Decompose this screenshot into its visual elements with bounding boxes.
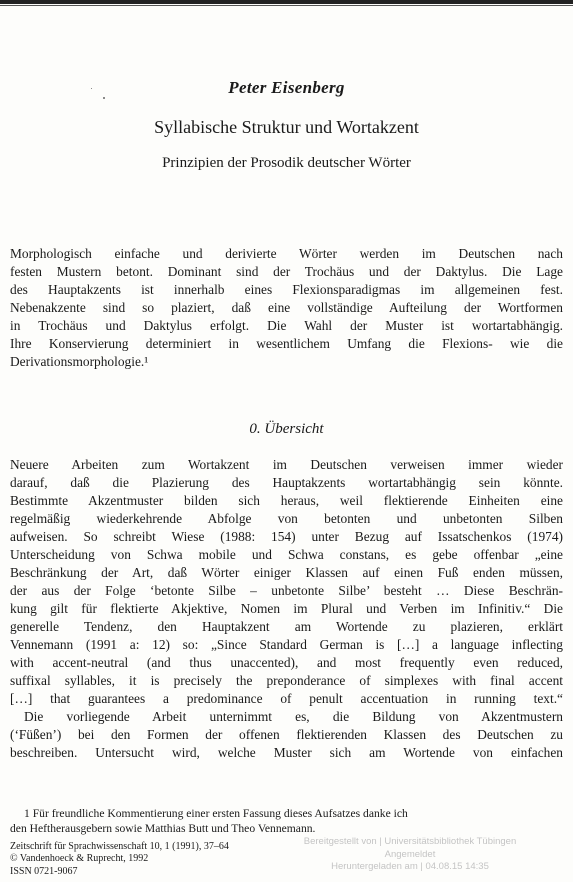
watermark-line: Angemeldet — [384, 848, 436, 860]
body-line: suffixal syllables, it is precisely the preponderance of simplexes with final accent — [10, 673, 563, 688]
abstract-line: Morphologisch einfache und derivierte Wörter werden im Deutschen nach — [10, 246, 563, 261]
body-line: Unterscheidung von Schwa mobile und Schwa constans, es gebe offenbar „eine — [10, 547, 563, 562]
body-line: […] that guarantees a predominance of penult accentuation in running text.“ — [10, 691, 563, 706]
imprint — [10, 841, 229, 878]
issn: ISSN 0721-9067 — [10, 865, 78, 877]
body-line: Neuere Arbeiten zum Wortakzent im Deutschen verweisen immer wieder — [10, 457, 563, 472]
body-line: Vennemann (1991 a: 12) so: „Since Standard German is […] a language inflecting — [10, 637, 563, 652]
body-line: generelle Tendenz, den Hauptakzent am Wortende zu plazieren, erklärt — [10, 619, 563, 634]
body-line: beschreiben. Untersucht wird, welche Muster sich am Wortende von einfachen — [10, 745, 563, 760]
body-line: der aus der Folge ‘betonte Silbe – unbetonte Silbe’ besteht … Diese Beschrän- — [10, 583, 563, 598]
body-line: Bestimmte Akzentmuster bilden sich heraus, weil flektierende Einheiten eine — [10, 493, 563, 508]
publisher-copyright: © Vandenhoeck & Ruprecht, 1992 — [10, 853, 149, 865]
body-line: kung gilt für flektierte Akjektive, Nomen im Plural und Verben im Infinitiv.“ Die — [10, 601, 563, 616]
abstract — [10, 245, 563, 371]
footnote — [10, 806, 563, 836]
body-line: regelmäßig wiederkehrende Abfolge von betonten und unbetonten Silben — [10, 511, 563, 526]
abstract-line: festen Mustern betont. Dominant sind der Trochäus und der Daktylus. Die Lage — [10, 264, 563, 279]
abstract-line: Nebenakzente sind so plaziert, daß eine vollständige Aufteilung der Wortformen — [10, 300, 563, 315]
abstract-line: Derivationsmorphologie.¹ — [10, 354, 149, 369]
section-heading: 0. Übersicht — [249, 421, 324, 437]
scan-top-edge — [0, 0, 573, 4]
abstract-line: Ihre Konservierung determiniert in wesentlichem Umfang die Flexions- wie die — [10, 336, 563, 351]
footnote-line: 1 Für freundliche Kommentierung einer ersten Fassung dieses Aufsatzes danke ich — [24, 807, 408, 820]
body-line: darauf, daß die Plazierung des Hauptakzents wortartabhängig sein könnte. — [10, 475, 563, 490]
footnote-line: den Heftherausgebern sowie Matthias Butt und Theo Vennemann. — [10, 822, 316, 835]
article-subtitle: Prinzipien der Prosodik deutscher Wörter — [162, 155, 411, 171]
body-line: (‘Füßen’) bei den Formen der offenen flektierenden Klassen des Deutschen zu — [10, 727, 563, 742]
body-line: aufweisen. So schreibt Wiese (1988: 154) unter Bezug auf Issatschenkos (1974) — [10, 529, 563, 544]
author-name: Peter Eisenberg — [228, 78, 345, 97]
body-line: Beschränkung der Art, daß Wörter einiger Klassen auf einen Fuß enden müssen, — [10, 565, 563, 580]
download-watermark — [300, 836, 520, 874]
scan-top-edge-line — [0, 5, 573, 6]
abstract-line: in Trochäus und Daktylus erfolgt. Die Wahl der Muster ist wortartabhängig. — [10, 318, 563, 333]
journal-citation: Zeitschrift für Sprachwissenschaft 10, 1 (1991), 37–64 — [10, 841, 229, 852]
abstract-line: des Hauptakzents ist innerhalb eines Flexionsparadigmas im allgemeinen fest. — [10, 282, 563, 297]
watermark-line: Heruntergeladen am | 04.08.15 14:35 — [331, 861, 489, 872]
body-line: with accent-neutral (and thus unaccented), and most frequently even reduced, — [10, 655, 563, 670]
article-title: Syllabische Struktur und Wortakzent — [154, 117, 419, 137]
watermark-line: Bereitgestellt von | Universitätsbibliothek Tübingen — [303, 836, 517, 847]
body-line: Die vorliegende Arbeit unternimmt es, die Bildung von Akzentmustern — [24, 709, 563, 724]
section-body — [10, 456, 563, 762]
